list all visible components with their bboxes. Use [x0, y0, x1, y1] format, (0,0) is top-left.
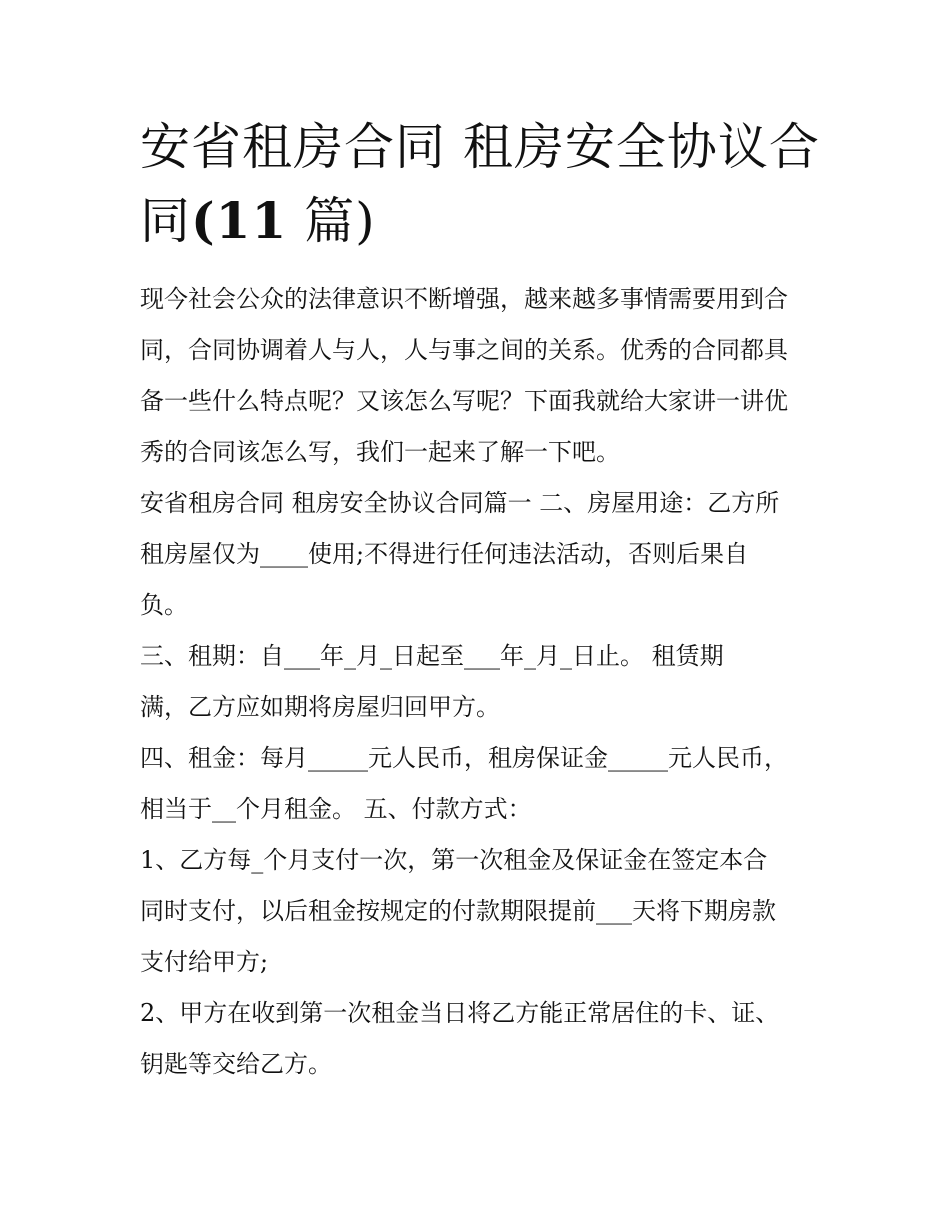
title-line-2	[140, 184, 820, 258]
title-count-number: (11	[191, 191, 288, 250]
text-line: 1、乙方每_个月支付一次，第一次租金及保证金在签定本合	[140, 846, 768, 874]
text-line: 三、租期：自___年_月_日起至___年_月_日止。 租赁期	[140, 642, 724, 670]
text-line: 支付给甲方;	[140, 948, 269, 976]
title-line-1: 安省租房合同 租房安全协议合	[140, 118, 820, 176]
paragraph-rent	[140, 733, 820, 835]
text-line: 租房屋仅为____使用;不得进行任何违法活动，否则后果自	[140, 540, 749, 568]
text-line: 满，乙方应如期将房屋归回甲方。	[140, 693, 500, 721]
text-line: 现今社会公众的法律意识不断增强，越来越多事情需要用到合	[140, 285, 788, 313]
text-line: 安省租房合同 租房安全协议合同篇一 二、房屋用途：乙方所	[140, 489, 780, 517]
text-line: 2、甲方在收到第一次租金当日将乙方能正常居住的卡、证、	[140, 999, 780, 1027]
text-line: 同，合同协调着人与人，人与事之间的关系。优秀的合同都具	[140, 336, 788, 364]
title-line-2-prefix: 同	[140, 192, 191, 250]
paragraph-payment-2	[140, 988, 820, 1090]
document-content	[140, 110, 820, 1090]
paragraph-lease-term	[140, 631, 820, 733]
text-line: 负。	[140, 591, 188, 619]
paragraph-house-usage	[140, 478, 820, 631]
text-line: 备一些什么特点呢？又该怎么写呢？下面我就给大家讲一讲优	[140, 387, 788, 415]
text-line: 四、租金：每月_____元人民币，租房保证金_____元人民币，	[140, 744, 788, 772]
text-line: 相当于__个月租金。 五、付款方式：	[140, 795, 532, 823]
text-line: 钥匙等交给乙方。	[140, 1050, 332, 1078]
text-line: 秀的合同该怎么写，我们一起来了解一下吧。	[140, 438, 620, 466]
paragraph-payment-1	[140, 835, 820, 988]
title-count-suffix: 篇)	[287, 192, 376, 250]
text-line: 同时支付，以后租金按规定的付款期限提前___天将下期房款	[140, 897, 776, 925]
document-title	[140, 110, 820, 258]
document-body	[140, 274, 820, 1090]
paragraph-intro	[140, 274, 820, 478]
